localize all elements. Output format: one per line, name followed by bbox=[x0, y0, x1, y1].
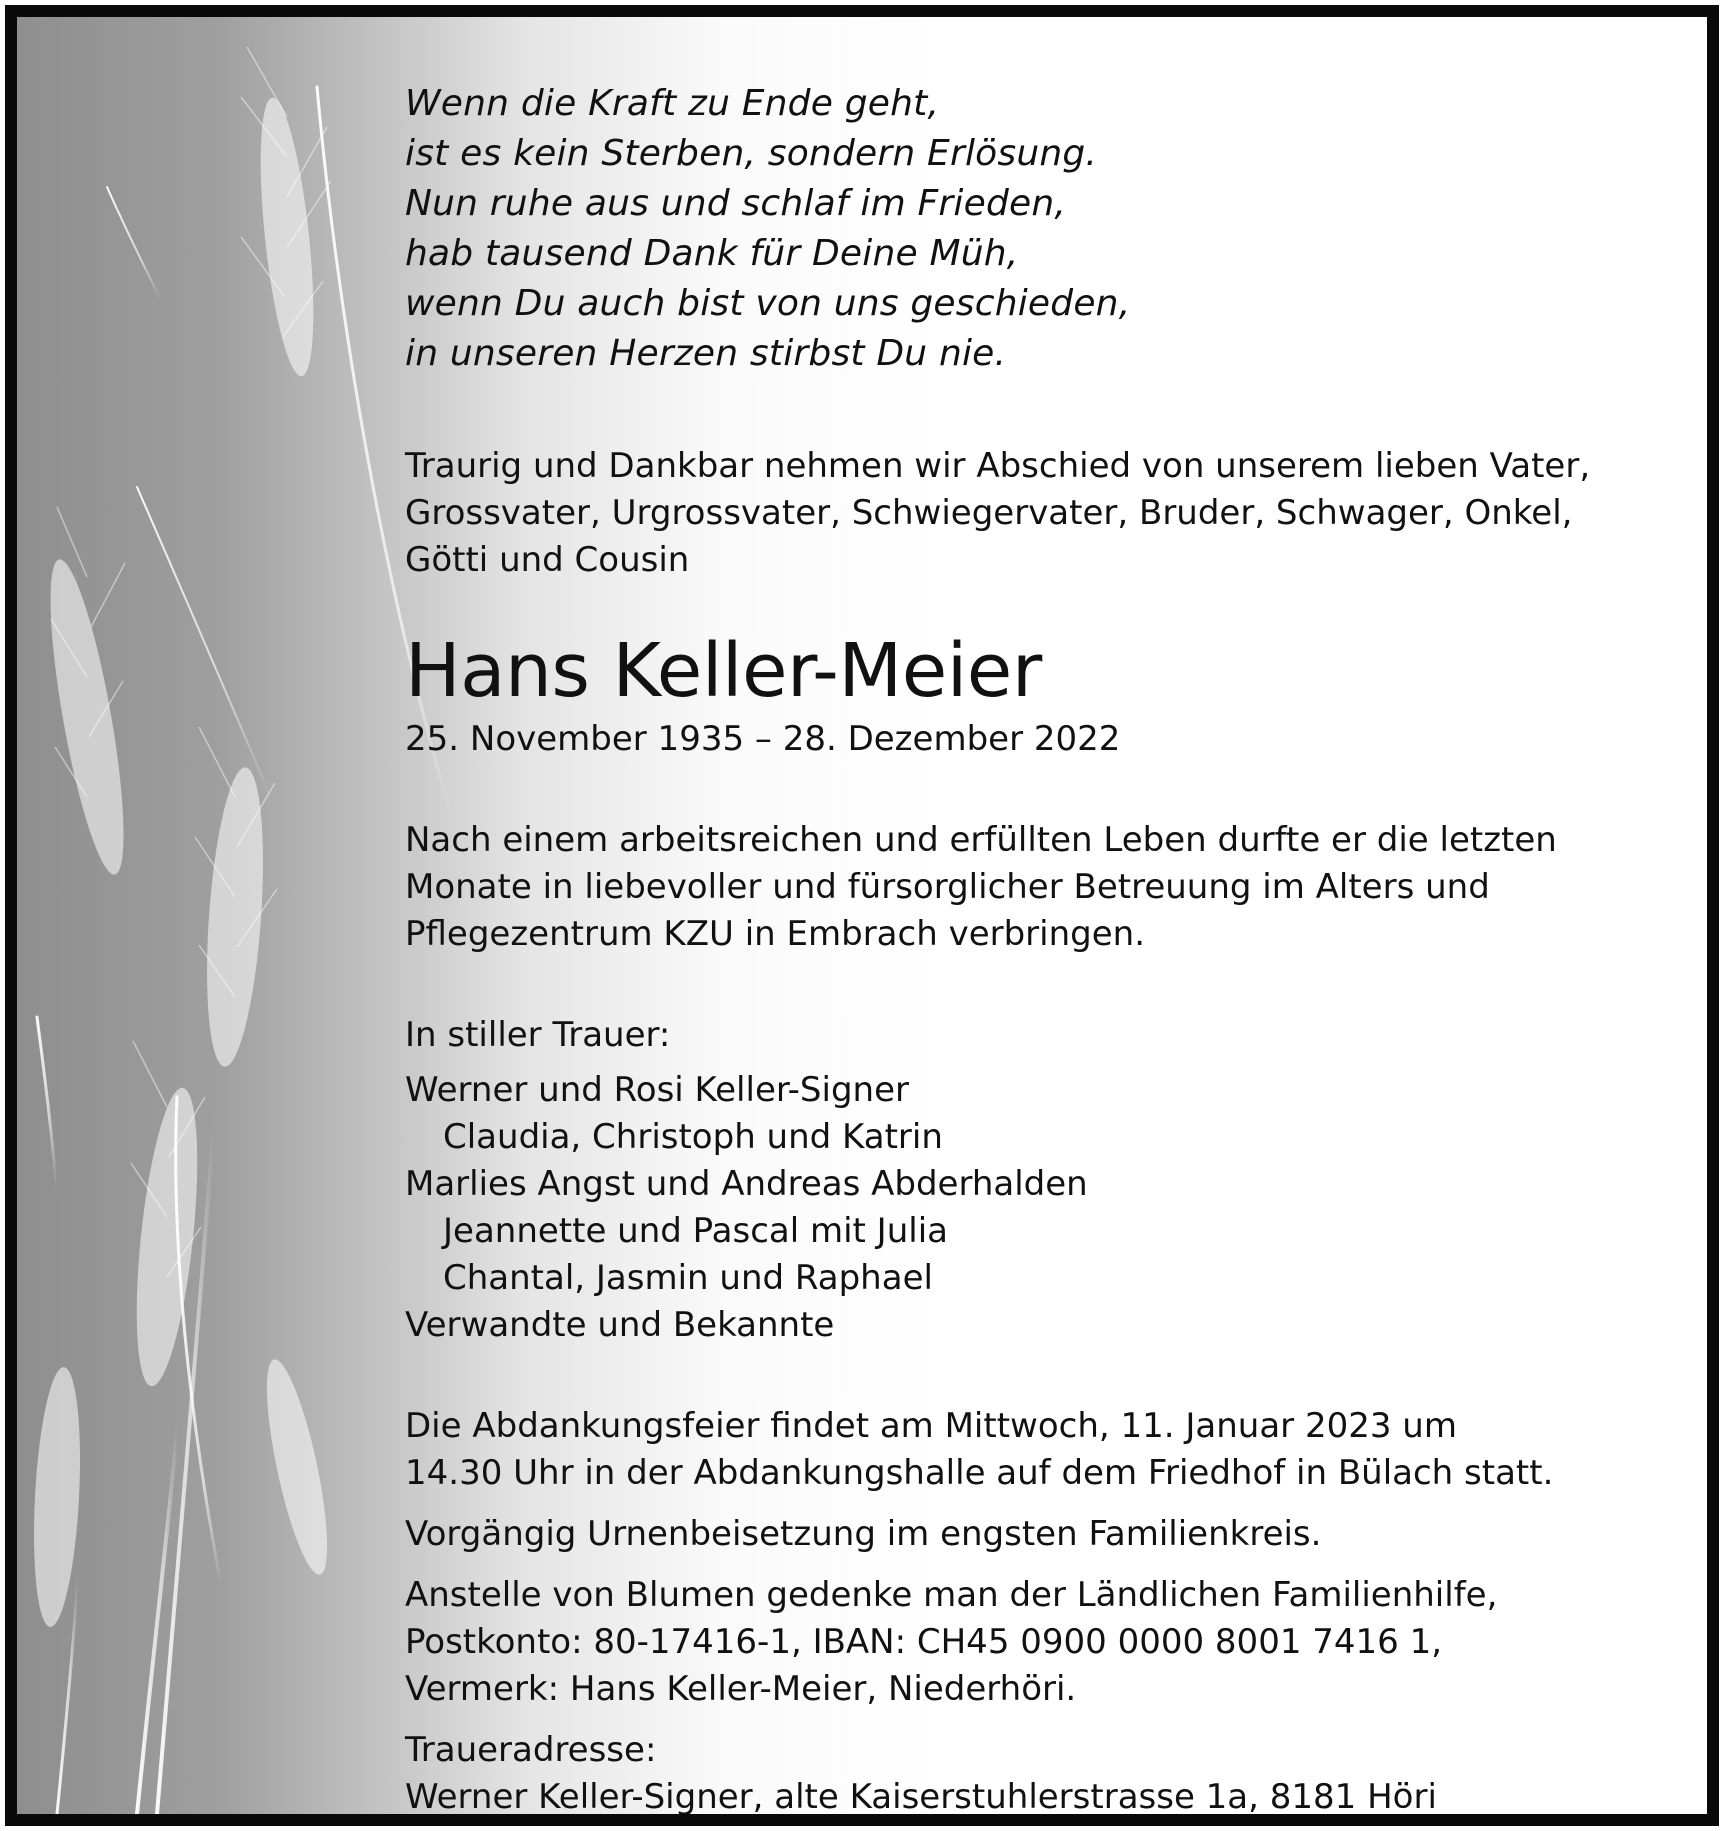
mourner-line: Werner und Rosi Keller-Signer bbox=[405, 1070, 909, 1110]
farewell-line: Grossvater, Urgrossvater, Schwiegervater, Bruder, Schwager, Onkel, bbox=[405, 493, 1573, 533]
obituary-content bbox=[405, 79, 1665, 1821]
life-paragraph bbox=[405, 817, 1665, 958]
donation-paragraph bbox=[405, 1572, 1665, 1713]
poem bbox=[405, 79, 1665, 379]
farewell-line: Traurig und Dankbar nehmen wir Abschied von unserem lieben Vater, bbox=[405, 446, 1591, 486]
poem-line: wenn Du auch bist von uns geschieden, bbox=[405, 283, 1131, 324]
mourners-heading: In stiller Trauer: bbox=[405, 1015, 671, 1055]
life-line: Pflegezentrum KZU in Embrach verbringen. bbox=[405, 914, 1145, 954]
poem-line: Nun ruhe aus und schlaf im Frieden, bbox=[405, 183, 1067, 224]
deceased-name: Hans Keller-Meier bbox=[405, 628, 1042, 714]
donation-line: Postkonto: 80-17416-1, IBAN: CH45 0900 0000 8001 7416 1, bbox=[405, 1622, 1443, 1662]
farewell-line: Götti und Cousin bbox=[405, 540, 690, 580]
poem-line: hab tausend Dank für Deine Müh, bbox=[405, 233, 1019, 274]
service-line: Die Abdankungsfeier findet am Mittwoch, 11. Januar 2023 um bbox=[405, 1406, 1457, 1446]
donation-line: Anstelle von Blumen gedenke man der Ländlichen Familienhilfe, bbox=[405, 1575, 1498, 1615]
urn-paragraph: Vorgängig Urnenbeisetzung im engsten Familienkreis. bbox=[405, 1514, 1322, 1554]
life-line: Monate in liebevoller und fürsorglicher Betreuung im Alters und bbox=[405, 867, 1490, 907]
mourner-line: Chantal, Jasmin und Raphael bbox=[443, 1258, 933, 1298]
deceased-dates: 25. November 1935 – 28. Dezember 2022 bbox=[405, 719, 1121, 759]
service-line: 14.30 Uhr in der Abdankungshalle auf dem Friedhof in Bülach statt. bbox=[405, 1453, 1554, 1493]
mourner-line: Jeannette und Pascal mit Julia bbox=[443, 1211, 948, 1251]
service-paragraph bbox=[405, 1403, 1665, 1497]
mourners-list bbox=[405, 1067, 1665, 1349]
address-label: Traueradresse: bbox=[405, 1730, 657, 1770]
farewell-paragraph bbox=[405, 443, 1665, 584]
address-value: Werner Keller-Signer, alte Kaiserstuhlerstrasse 1a, 8181 Höri bbox=[405, 1777, 1437, 1817]
mourner-line: Claudia, Christoph und Katrin bbox=[443, 1117, 943, 1157]
mourning-address bbox=[405, 1727, 1665, 1821]
obituary-frame bbox=[5, 5, 1719, 1826]
life-line: Nach einem arbeitsreichen und erfüllten Leben durfte er die letzten bbox=[405, 820, 1557, 860]
poem-line: Wenn die Kraft zu Ende geht, bbox=[405, 83, 940, 124]
mourner-line: Marlies Angst und Andreas Abderhalden bbox=[405, 1164, 1088, 1204]
poem-line: in unseren Herzen stirbst Du nie. bbox=[405, 333, 1007, 374]
donation-line: Vermerk: Hans Keller-Meier, Niederhöri. bbox=[405, 1669, 1077, 1709]
mourner-line: Verwandte und Bekannte bbox=[405, 1305, 835, 1345]
poem-line: ist es kein Sterben, sondern Erlösung. bbox=[405, 133, 1098, 174]
